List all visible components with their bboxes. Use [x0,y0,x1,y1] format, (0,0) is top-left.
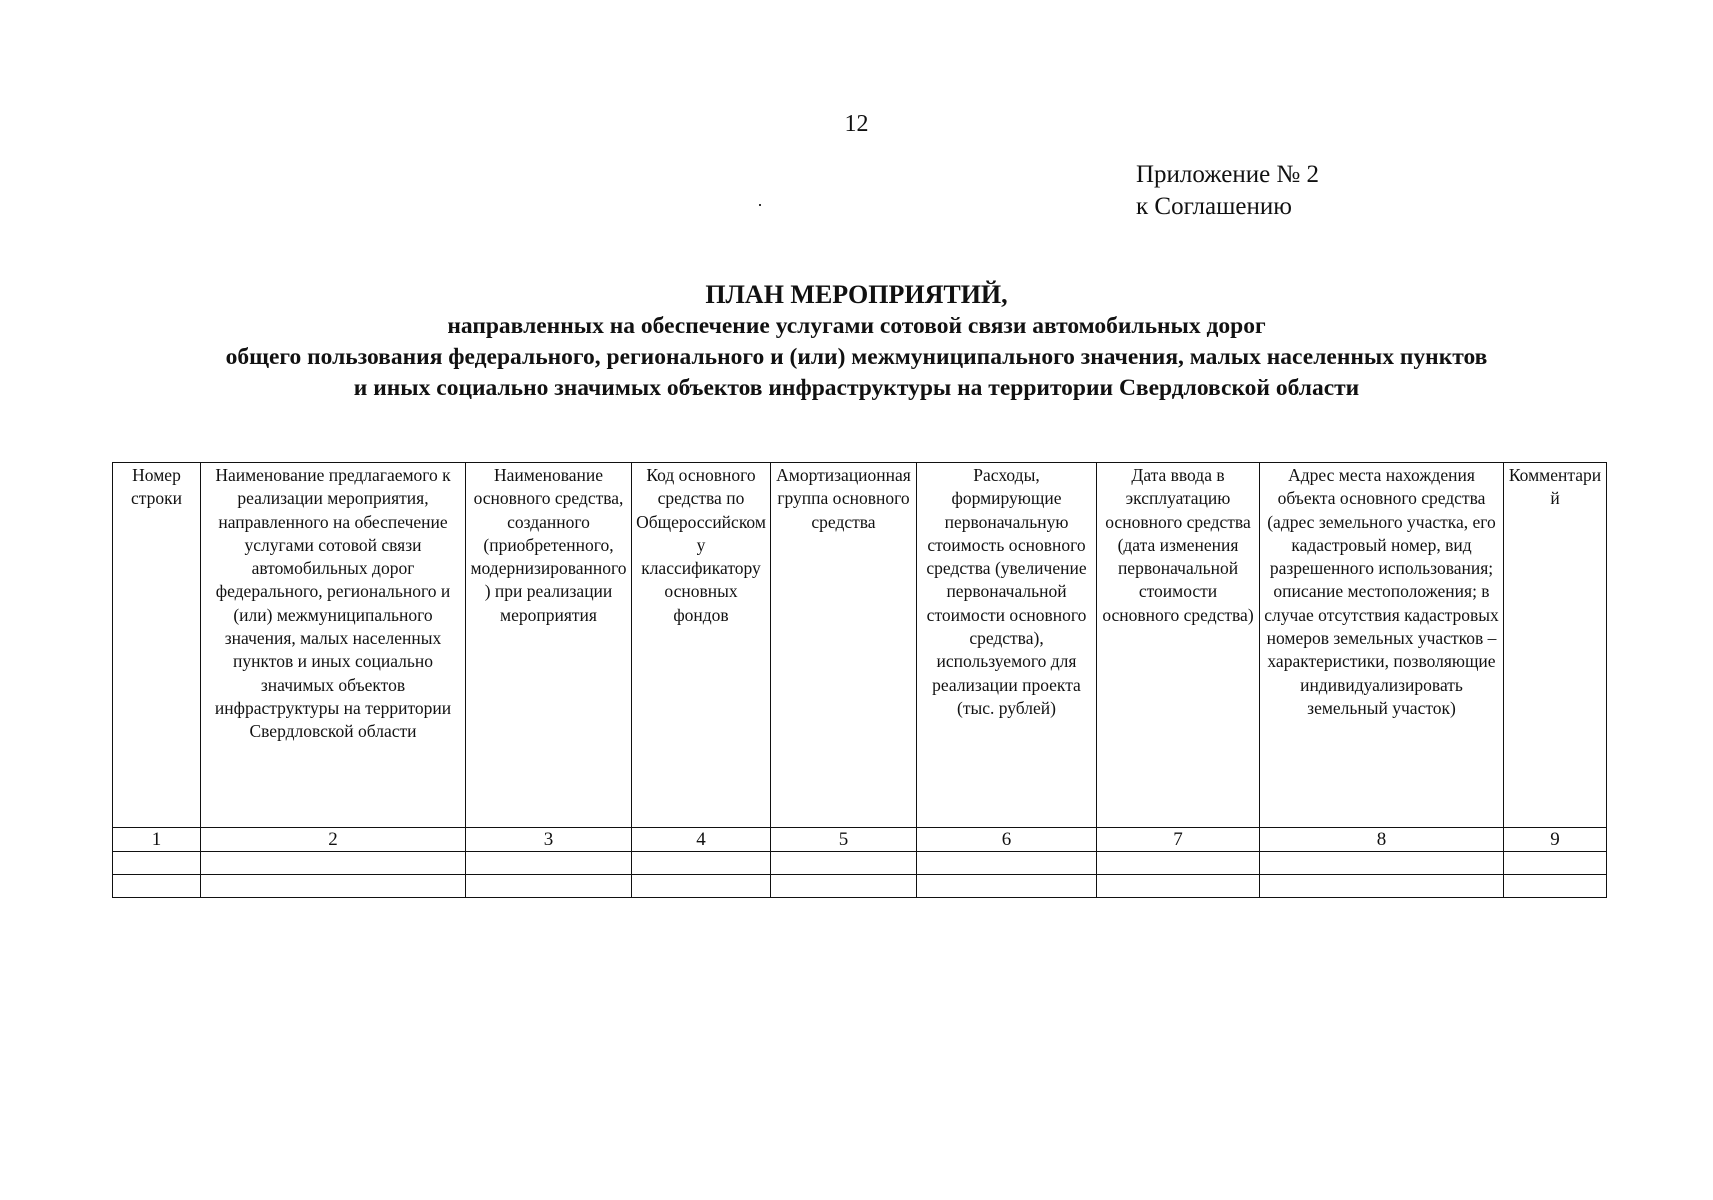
column-number-row [113,828,1607,852]
column-number: 2 [201,828,466,852]
header-cell-depreciation-group: Амортизационная группа основного средства [771,463,917,828]
title-line-3: общего пользования федерального, регионального и (или) межмуниципального значения, малых населенных пунктов [225,344,1488,370]
header-cell-activity-name: Наименование предлагаемого к реализации мероприятия, направленного на обеспечение услугами сотовой связи автомобильных дорог федерального, регионального и (или) межмуниципального значения, малых населенных пунктов и иных социально значимых объектов инфраструктуры на территории Свердловской области [201,463,466,828]
empty-cell [201,852,466,875]
empty-cell [201,875,466,898]
empty-cell [917,852,1097,875]
plan-table [112,462,1607,898]
empty-cell [466,852,632,875]
table-header-row [113,463,1607,828]
header-cell-commissioning-date: Дата ввода в эксплуатацию основного средства (дата изменения первоначальной стоимости основного средства) [1097,463,1260,828]
column-number: 8 [1260,828,1504,852]
empty-cell [1504,875,1607,898]
document-title [0,279,1713,404]
column-number: 6 [917,828,1097,852]
column-number: 4 [632,828,771,852]
appendix-line-1: Приложение № 2 [1136,161,1320,188]
table-row-empty [113,875,1607,898]
column-number: 9 [1504,828,1607,852]
empty-cell [113,852,201,875]
header-cell-address: Адрес места нахождения объекта основного средства (адрес земельного участка, его кадастровый номер, вид разрешенного использования; описание местоположения; в случае отсутствия кадастровых номеров земельных участков – характеристики, позволяющие индивидуализировать земельный участок) [1260,463,1504,828]
empty-cell [466,875,632,898]
appendix-reference [1136,159,1319,223]
title-line-4: и иных социально значимых объектов инфраструктуры на территории Свердловской области [353,375,1360,401]
title-line-2: направленных на обеспечение услугами сотовой связи автомобильных дорог [447,313,1266,339]
empty-cell [771,875,917,898]
empty-cell [1260,875,1504,898]
title-main: ПЛАН МЕРОПРИЯТИЙ, [705,280,1008,309]
header-cell-row-number: Номер строки [113,463,201,828]
empty-cell [1097,875,1260,898]
column-number: 7 [1097,828,1260,852]
appendix-line-2: к Соглашению [1136,193,1292,220]
column-number: 1 [113,828,201,852]
empty-cell [113,875,201,898]
empty-cell [632,875,771,898]
empty-cell [1097,852,1260,875]
scan-speck [759,204,761,206]
header-cell-comment: Комментарий [1504,463,1607,828]
empty-cell [1260,852,1504,875]
empty-cell [917,875,1097,898]
column-number: 5 [771,828,917,852]
empty-cell [632,852,771,875]
empty-cell [1504,852,1607,875]
column-number: 3 [466,828,632,852]
header-cell-asset-name: Наименование основного средства, созданного (приобретенного, модернизированного) при реализации мероприятия [466,463,632,828]
page-number: 12 [844,111,869,137]
header-cell-asset-code: Код основного средства по Общероссийскому классификатору основных фондов [632,463,771,828]
table-row-empty [113,852,1607,875]
header-cell-expenses: Расходы, формирующие первоначальную стоимость основного средства (увеличение первоначальной стоимости основного средства), используемого для реализации проекта (тыс. рублей) [917,463,1097,828]
empty-cell [771,852,917,875]
